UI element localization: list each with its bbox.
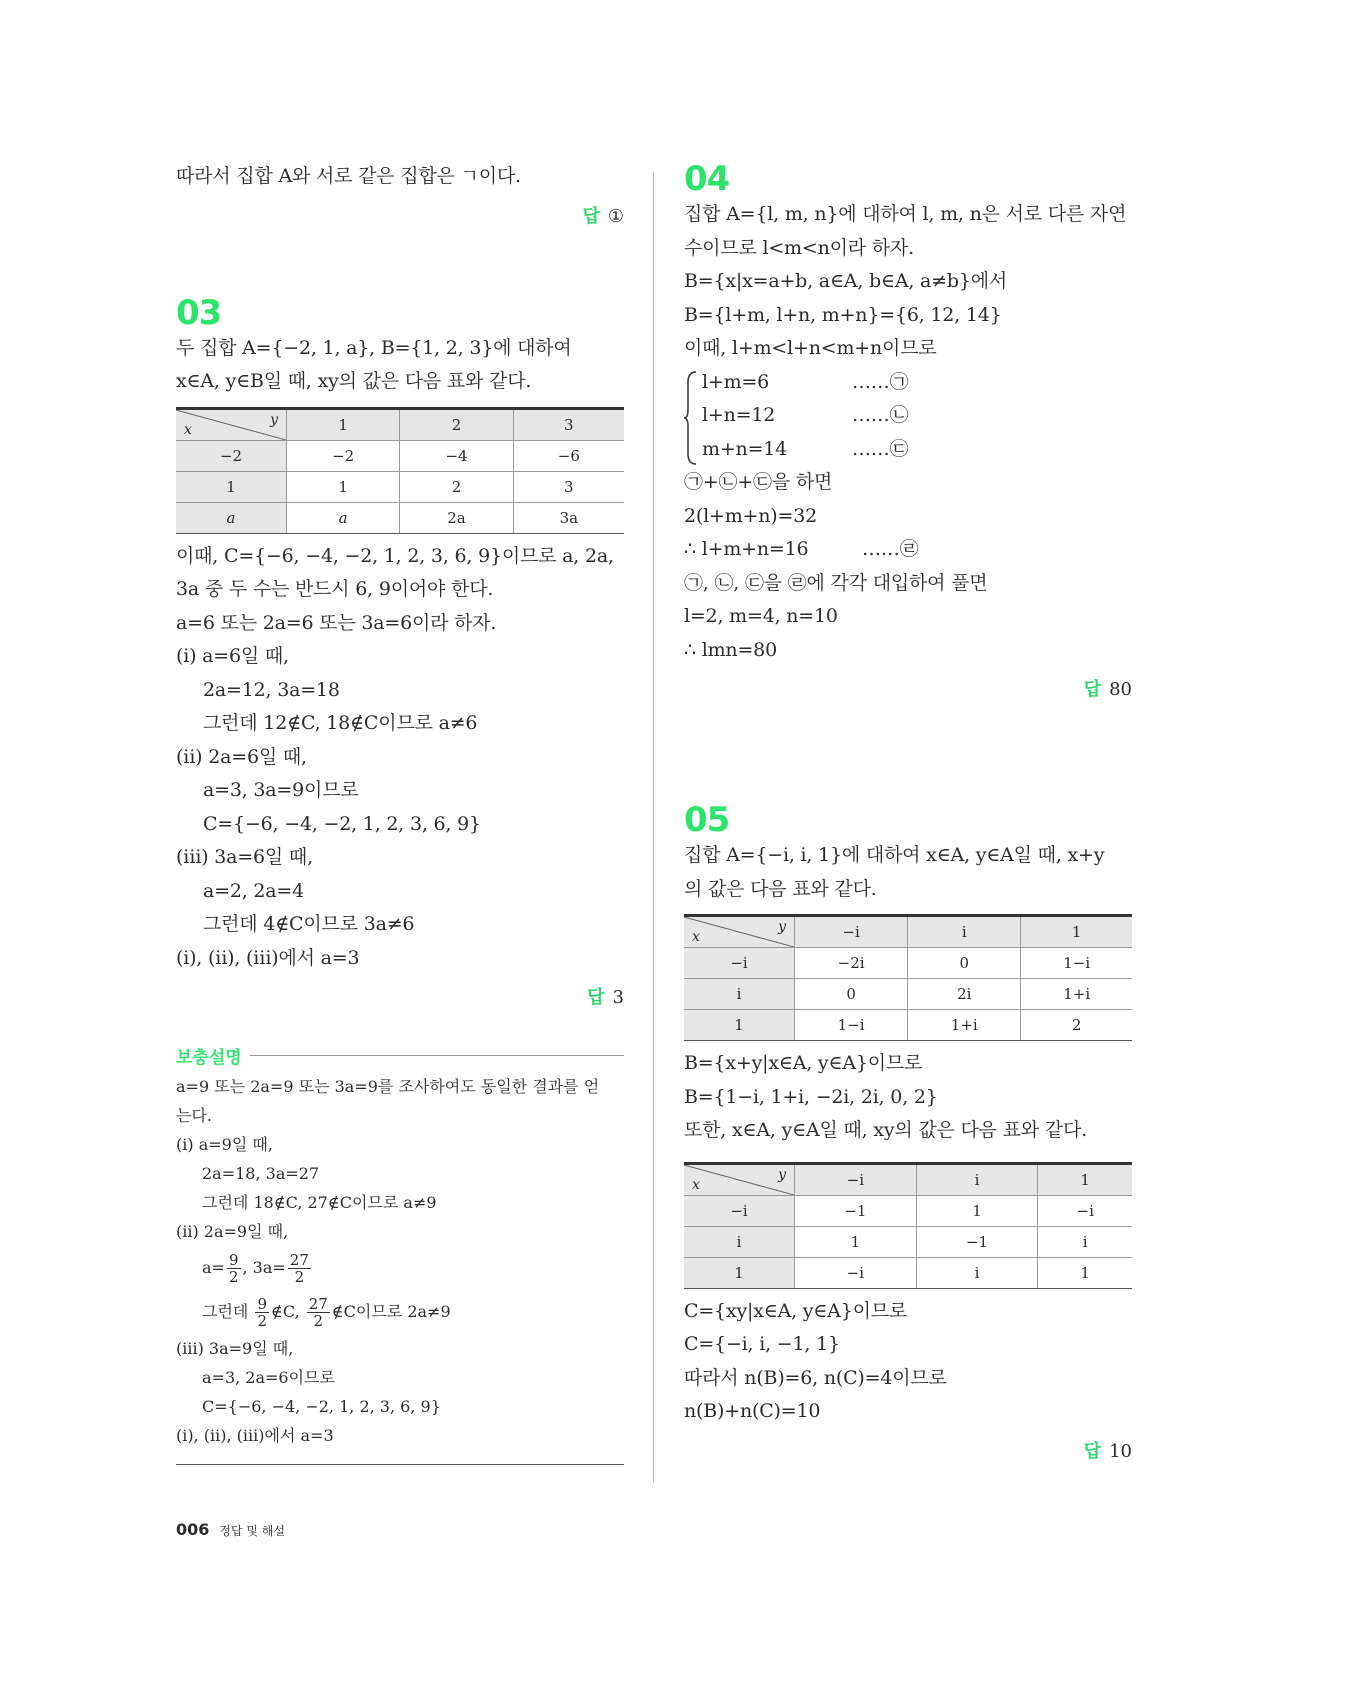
answer-tag: 답 [582,205,600,227]
p03-answer [176,983,624,1013]
p03-body: 이때, C={−6, −4, −2, 1, 2, 3, 6, 9}이므로 a, 2a, [176,544,614,567]
answer-value: 10 [1109,1440,1132,1462]
table-corner: y x [684,916,795,948]
p03-line: x∈A, y∈B일 때, xy의 값은 다음 표와 같다. [176,370,532,392]
table-cell: a [287,502,400,533]
p04-line: l=2, m=4, n=10 [684,605,838,627]
intro-line: 따라서 집합 A와 서로 같은 집합은 ㄱ이다. [176,165,521,187]
table-col-head: 1 [1021,916,1132,948]
table-cell: −2i [795,948,908,979]
p03-body: 3a 중 두 수는 반드시 6, 9이어야 한다. [176,578,494,600]
p05-product-table [684,1162,1132,1289]
table-cell: −2 [287,440,400,471]
p04-line: 집합 A={l, m, n}에 대하여 l, m, n은 서로 다른 자연 [684,203,1127,225]
table-cell: 1 [1038,1257,1132,1288]
table-cell: 1+i [1021,979,1132,1010]
brace-icon [684,370,698,466]
p04-line: ∴ lmn=80 [684,638,777,661]
fraction: $\frac{27}{2}$ [308,1295,328,1330]
supplement-line: C={−6, −4, −2, 1, 2, 3, 6, 9} [202,1397,441,1416]
p04-answer [684,675,1132,705]
table-corner: y x [684,1163,795,1195]
p05-line: 따라서 n(B)=6, n(C)=4이므로 [684,1366,947,1389]
supplement-rule [250,1055,624,1056]
table-cell: −6 [513,440,624,471]
table-cell: i [1038,1226,1132,1257]
p05-line: 또한, x∈A, y∈A일 때, xy의 값은 다음 표와 같다. [684,1119,1087,1141]
table-row-head: a [176,502,287,533]
p04-line: ㉠, ㉡, ㉢을 ㉣에 각각 대입하여 풀면 [684,571,988,594]
p05-line: B={1−i, 1+i, −2i, 2i, 0, 2} [684,1085,938,1108]
supplement-header [176,1043,624,1068]
table-cell: −i [1038,1195,1132,1226]
supplement-line: (ⅰ), (ⅱ), (ⅲ)에서 a=3 [176,1426,334,1445]
table-cell: 1+i [908,1010,1021,1041]
table-cell: 0 [795,979,908,1010]
footer-label: 정답 및 해설 [219,1524,285,1538]
supplement-frac-line: 그런데 $\frac{9}{2}$ ∉C, $\frac{27}{2}$ ∉C이므로 2a≠9 [202,1295,451,1330]
p05-line: n(B)+n(C)=10 [684,1400,821,1422]
table-cell: 3 [513,471,624,502]
p05-line: 의 값은 다음 표와 같다. [684,877,877,900]
table-cell: 3a [513,502,624,533]
p04-line: ㉠+㉡+㉢을 하면 [684,471,833,493]
p03-body: 그런데 4∉C이므로 3a≠6 [203,913,415,935]
supplement-line: 그런데 18∉C, 27∉C이므로 a≠9 [202,1193,437,1212]
p04-line: 수이므로 l<m<n이라 하자. [684,236,914,259]
table-col-head: −i [795,916,908,948]
right-column [684,160,1132,1467]
p05-answer [684,1437,1132,1467]
supplement-frac-line: a= $\frac{9}{2}$ , 3a= $\frac{27}{2}$ [202,1251,309,1286]
table-cell: −1 [916,1226,1038,1257]
p05-line: C={xy|x∈A, y∈A}이므로 [684,1299,908,1322]
table-col-head: −i [795,1163,917,1195]
p03-body: a=2, 2a=4 [203,879,305,902]
supplement-line: 는다. [176,1106,212,1125]
p03-body: a=3, 3a=9이므로 [203,779,359,801]
table-col-head: 1 [287,408,400,440]
p05-line: C={−i, i, −1, 1} [684,1333,840,1355]
page-footer [176,1520,285,1539]
left-column [176,160,624,1465]
table-row-head: 1 [684,1257,795,1288]
p03-body: a=6 또는 2a=6 또는 3a=6이라 하자. [176,611,497,634]
table-cell: 2 [400,471,513,502]
supplement-title: 보충설명 [176,1048,242,1068]
supplement-line: (ⅲ) 3a=9일 때, [176,1339,294,1358]
table-row-head: 1 [176,471,287,502]
p03-body: 2a=12, 3a=18 [203,678,340,701]
p04-line: B={x|x=a+b, a∈A, b∈A, a≠b}에서 [684,270,1008,292]
answer-value: 80 [1109,679,1132,700]
table-col-head: 1 [1038,1163,1132,1195]
table-cell: 1 [916,1195,1038,1226]
equation-system [684,366,1132,467]
table-row-head: −2 [176,440,287,471]
p03-line: 두 집합 A={−2, 1, a}, B={1, 2, 3}에 대하여 [176,336,572,359]
table-cell: 2a [400,502,513,533]
p03-body: (ⅰ) a=6일 때, [176,645,289,667]
answer-value: ① [607,205,624,227]
p04-line: 이때, l+m<l+n<m+n이므로 [684,337,937,359]
table-row-head: i [684,1226,795,1257]
p05-line: B={x+y|x∈A, y∈A}이므로 [684,1052,923,1074]
supplement-line: 2a=18, 3a=27 [202,1164,320,1183]
supplement-line: a=9 또는 2a=9 또는 3a=9를 조사하여도 동일한 결과를 얻 [176,1077,600,1096]
answer-value: 3 [612,987,624,1008]
p04-line: 2(l+m+n)=32 [684,504,817,527]
p03-body: (ⅲ) 3a=6일 때, [176,846,313,868]
supplement-bottom-rule [176,1464,624,1465]
equation-row: m+n=14 ……㉢ [702,437,909,460]
table-row-head: −i [684,948,795,979]
table-col-head: i [908,916,1021,948]
p04-line: B={l+m, l+n, m+n}={6, 12, 14} [684,303,1002,326]
problem-number-04: 04 [684,159,730,199]
table-cell: 2 [1021,1010,1132,1041]
page-number: 006 [176,1520,210,1539]
equation-row: l+n=12 ……㉡ [702,404,909,426]
answer-tag: 답 [587,987,605,1008]
answer-tag: 답 [1083,1440,1102,1462]
table-cell: 1 [795,1226,917,1257]
supplement-line: a=3, 2a=6이므로 [202,1368,335,1387]
supplement-line: (ⅰ) a=9일 때, [176,1135,273,1154]
table-cell: i [916,1257,1038,1288]
table-cell: −1 [795,1195,917,1226]
fraction: $\frac{27}{2}$ [289,1251,309,1286]
p03-body: C={−6, −4, −2, 1, 2, 3, 6, 9} [203,812,481,835]
table-row-head: 1 [684,1010,795,1041]
table-cell: −4 [400,440,513,471]
table-cell: 2i [908,979,1021,1010]
supplement-line: (ⅱ) 2a=9일 때, [176,1222,289,1241]
table-corner: y x [176,408,287,440]
p03-table [176,407,624,534]
table-col-head: 2 [400,408,513,440]
p03-body: (ⅰ), (ⅱ), (ⅲ)에서 a=3 [176,946,360,969]
table-row-head: i [684,979,795,1010]
problem-number-03: 03 [176,292,222,333]
equation-row: l+m=6 ……㉠ [702,370,909,393]
table-col-head: 3 [513,408,624,440]
p04-sum-line: ∴ l+m+n=16 ……㉣ [684,538,919,560]
table-cell: 1 [287,471,400,502]
table-cell: 1−i [1021,948,1132,979]
table-row-head: −i [684,1195,795,1226]
fraction: $\frac{9}{2}$ [228,1251,239,1286]
column-divider [653,172,654,1482]
fraction: $\frac{9}{2}$ [257,1295,268,1330]
table-cell: 0 [908,948,1021,979]
p05-line: 집합 A={−i, i, 1}에 대하여 x∈A, y∈A일 때, x+y [684,844,1105,866]
problem-number-05: 05 [684,800,730,840]
intro-answer [176,202,624,232]
p05-sum-table [684,914,1132,1041]
answer-tag: 답 [1083,679,1102,700]
p03-body: 그런데 12∉C, 18∉C이므로 a≠6 [203,712,478,734]
p03-body: (ⅱ) 2a=6일 때, [176,745,307,768]
table-col-head: i [916,1163,1038,1195]
table-cell: 1−i [795,1010,908,1041]
table-cell: −i [795,1257,917,1288]
